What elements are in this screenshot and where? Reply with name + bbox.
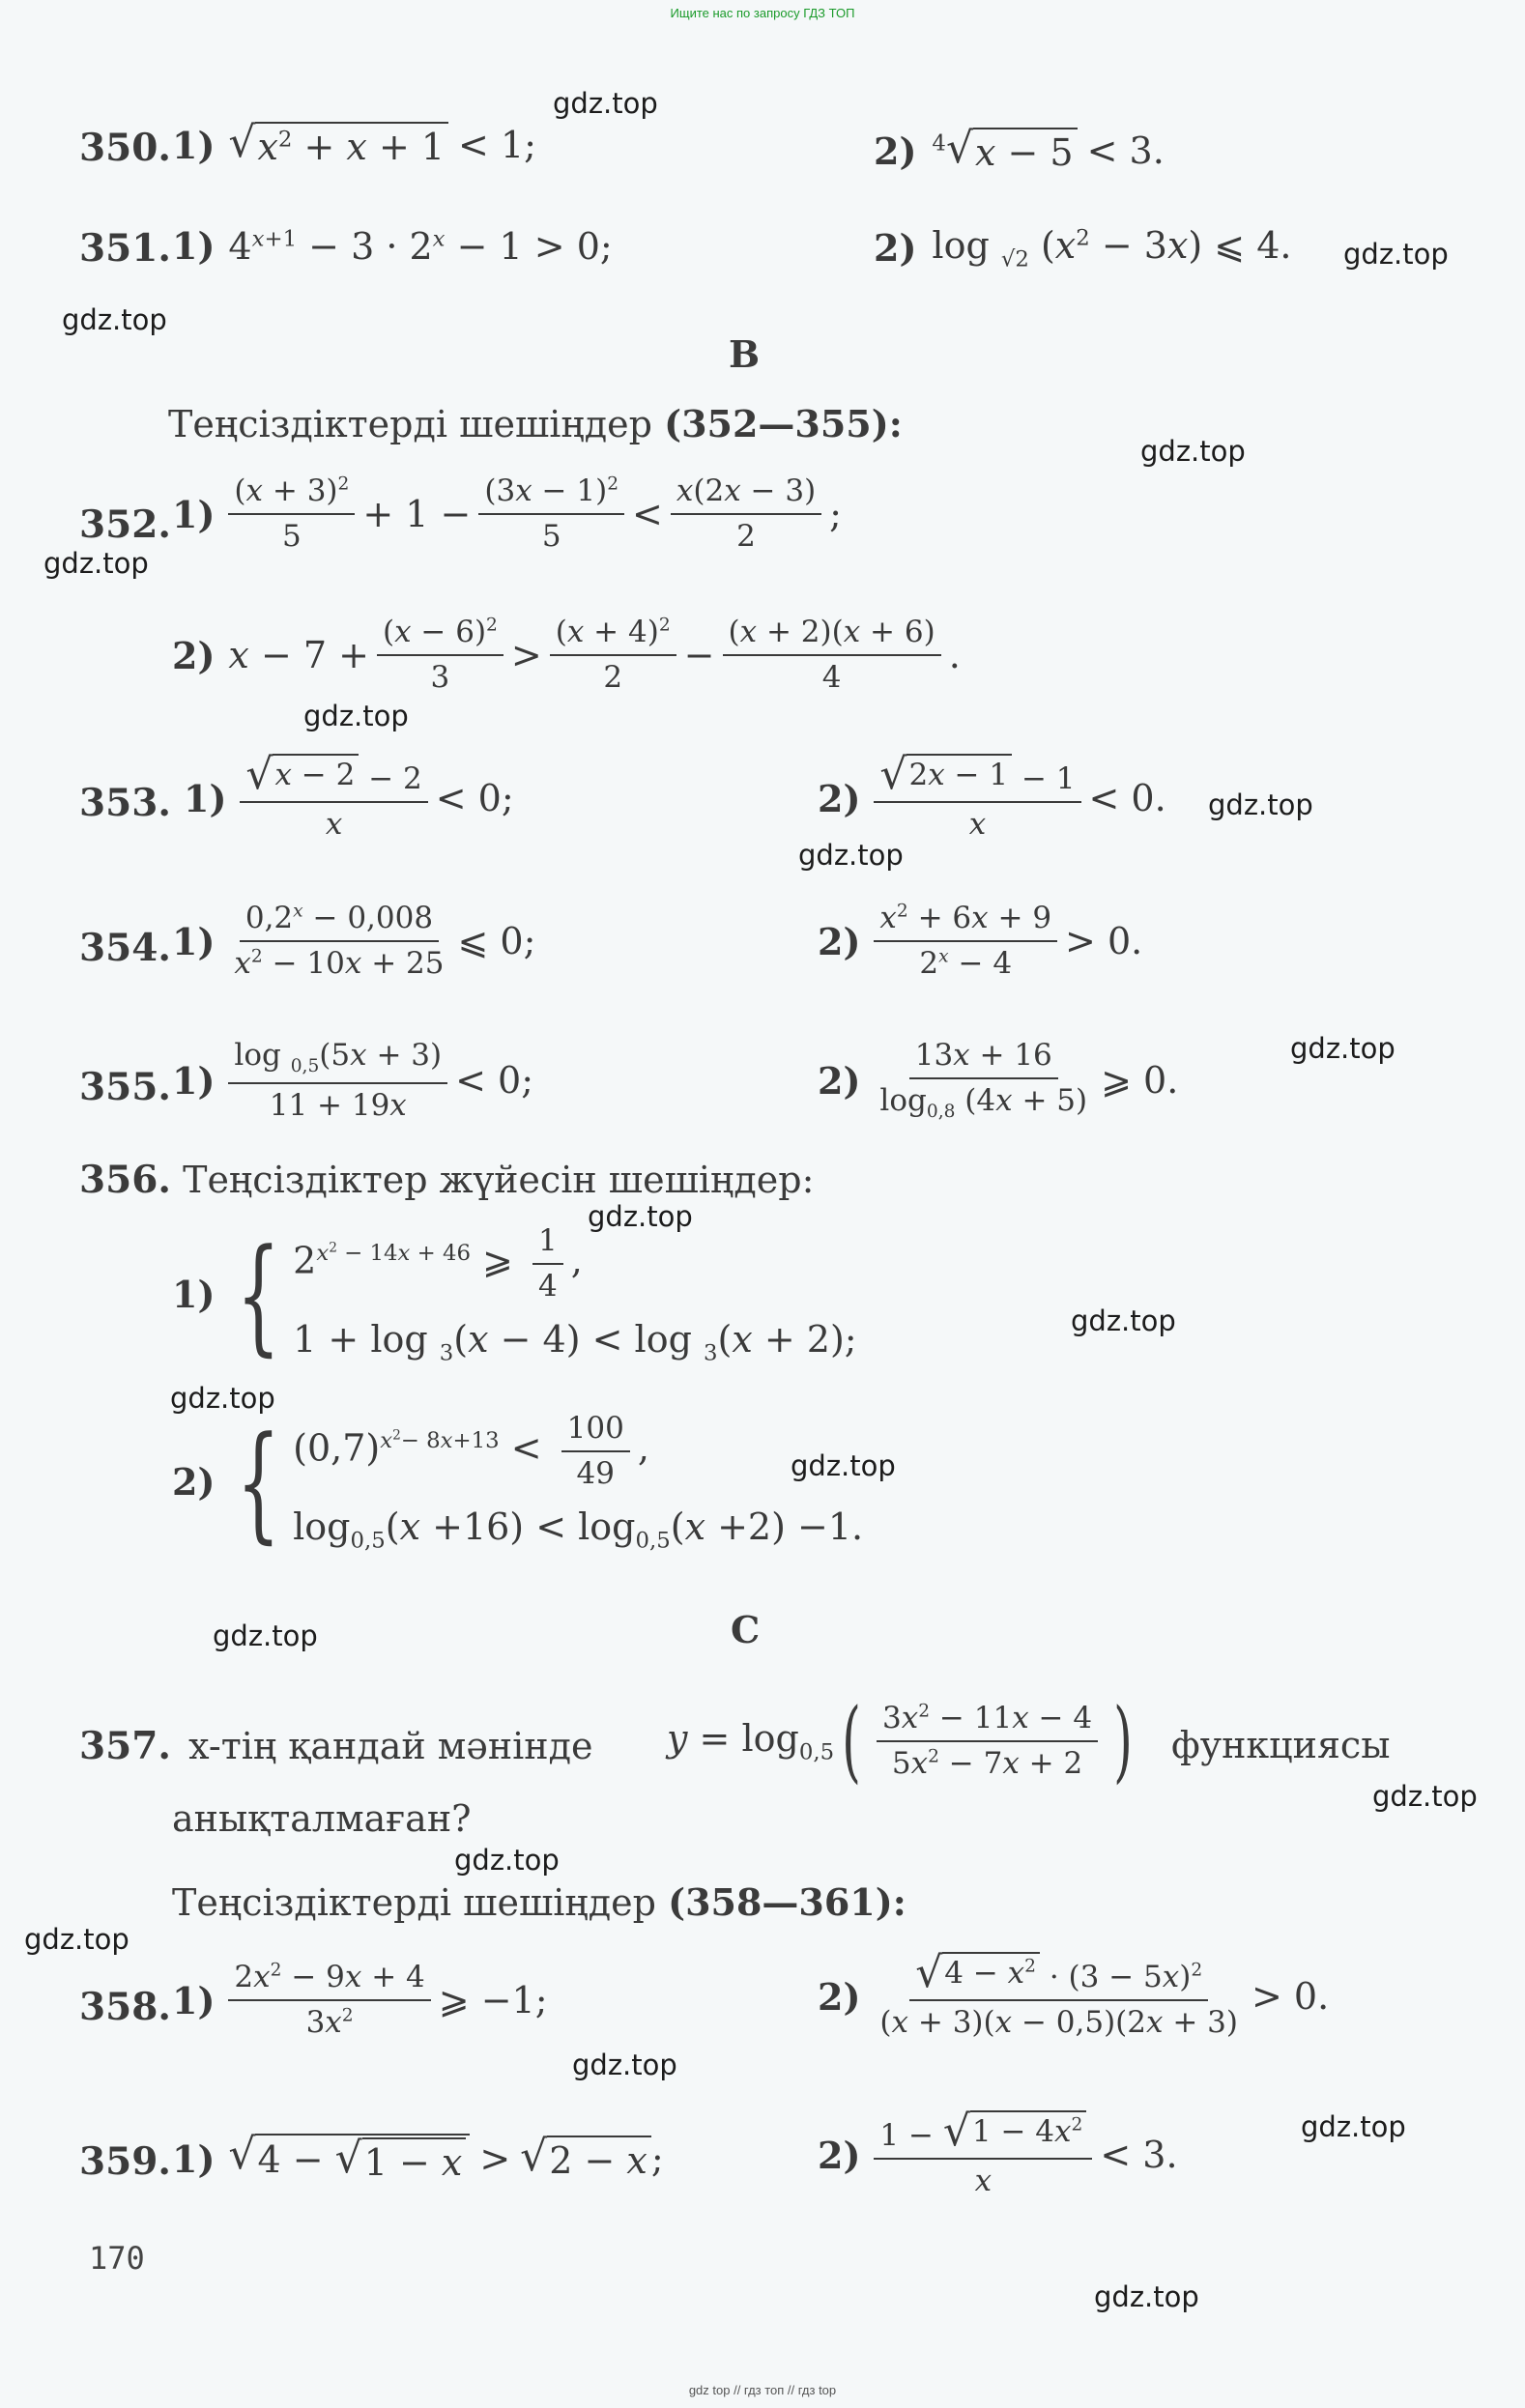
watermark: gdz.top <box>454 1844 560 1877</box>
part-label: 2) <box>818 1058 861 1103</box>
watermark: gdz.top <box>798 839 904 872</box>
problem-number: 351. <box>79 226 171 271</box>
problem-356-heading <box>79 1158 814 1202</box>
p355-part2: 2) $\frac{13x + 16}{\log_{0,8} (4x + 5)}$ ⩾ 0. <box>818 1038 1179 1123</box>
problem-number: 350. <box>79 126 171 170</box>
watermark: gdz.top <box>1290 1032 1396 1065</box>
part-label: 1) <box>172 1058 216 1103</box>
problem-357 <box>79 1724 593 1768</box>
watermark: gdz.top <box>572 2049 677 2081</box>
part-label: 1) <box>172 224 216 268</box>
section-b-instruction: Теңсіздіктерді шешіңдер (352—355): <box>168 402 903 445</box>
problem-number: 358. <box>79 1985 171 2029</box>
problem-number: 354. <box>79 926 171 970</box>
p358-part1: 1) $\frac{2x^2 - 9x + 4}{3x^2}$ ⩾ −1; <box>172 1960 548 2041</box>
p351-part1: 1) $4^{x+1} - 3 \cdot 2^x - 1 > 0$; <box>172 224 613 268</box>
p357-formula: $y = \log_{0,5}$ ( $\frac{3x^2 - 11x - 4}{5x^2 - 7x + 2}$ ) <box>667 1689 1133 1792</box>
sqrt: √ $x^2 + x + 1$ <box>228 122 448 168</box>
watermark: gdz.top <box>170 1382 275 1415</box>
part-label: 2) <box>874 226 917 271</box>
p350-part2: 2) $^4$ √ x − 5 < 3. <box>874 124 1165 174</box>
problem-number: 356. <box>79 1158 171 1202</box>
p351-part2: 2) log $_{√2}$ $(x^2 - 3x)$ ⩽ 4. <box>874 224 1292 272</box>
part-label: 2) <box>818 776 861 820</box>
problem-number: 359. <box>79 2139 171 2184</box>
bottom-banner: gdz top // гдз топ // гдз top <box>688 2383 837 2397</box>
problem-number: 352. <box>79 502 171 547</box>
watermark: gdz.top <box>588 1200 693 1233</box>
watermark: gdz.top <box>24 1923 129 1956</box>
p355-part1: 1) $\frac{\log _{0,5}(5x + 3)}{11 + 19x}$ < 0; <box>172 1038 533 1123</box>
problem-number: 357. <box>79 1724 171 1768</box>
watermark: gdz.top <box>1301 2110 1406 2143</box>
watermark: gdz.top <box>1372 1780 1478 1813</box>
watermark: gdz.top <box>791 1449 896 1482</box>
p356-part1: 1) { $2^{x^2 - 14x + 46}$ ⩾ $\frac{1}{4}$ , 1 + log $_3$(x − 4) < log $_3$(x + 2); <box>172 1220 857 1368</box>
watermark: gdz.top <box>1140 435 1246 468</box>
part-label: 1) <box>172 1978 216 2022</box>
watermark: gdz.top <box>1208 788 1313 821</box>
part-label: 2) <box>818 919 861 963</box>
p353-part1: 1) √ x − 2 − 2 x < 0; <box>184 750 514 843</box>
part-label: 2) <box>172 633 216 677</box>
p359-part1: 1) √ 4 − √ 1 − x > √ 2 − x ; <box>172 2130 664 2184</box>
p350-part1: 1) √ $x^2 + x + 1$ < 1; <box>172 118 536 168</box>
part-label: 1) <box>172 919 216 963</box>
watermark: gdz.top <box>1343 238 1449 271</box>
section-letter-b: В <box>729 332 761 376</box>
p359-part2: 2) 1 − √ $1 - 4x^2$ x < 3. <box>818 2107 1178 2199</box>
part-label: 1) <box>172 123 216 167</box>
problem-number: 355. <box>79 1065 171 1109</box>
problem-number: 353. <box>79 781 171 825</box>
problem-350 <box>79 126 171 170</box>
watermark: gdz.top <box>62 303 167 336</box>
part-label: 1) <box>172 2136 216 2181</box>
section-c-instruction: Теңсіздіктерді шешіңдер (358—361): <box>172 1880 906 1924</box>
p358-part2: 2) √ $4 - x^2$ · $(3 - 5x)^2$ (x + 3)(x − 0,5)(2x + 3) > 0. <box>818 1948 1330 2041</box>
watermark: gdz.top <box>303 700 409 732</box>
part-label: 1) <box>172 492 216 536</box>
part-label: 2) <box>818 2133 861 2177</box>
watermark: gdz.top <box>1094 2280 1199 2313</box>
watermark: gdz.top <box>1071 1304 1176 1337</box>
p352-part2: 2) x − 7 + $\frac{(x - 6)^2}{3}$ > $\frac{(x + 4)^2}{2}$ − $\frac{(x + 2)(x + 6)}{4}$ . <box>172 615 961 696</box>
page-number: 170 <box>89 2240 145 2277</box>
part-label: 1) <box>172 1273 216 1317</box>
p354-part2: 2) $\frac{x^2 + 6x + 9}{2^x - 4}$ > 0. <box>818 901 1143 982</box>
p353-part2: 2) √ 2x − 1 − 1 x < 0. <box>818 750 1166 843</box>
part-label: 2) <box>172 1460 216 1505</box>
top-banner: Ищите нас по запросу ГДЗ ТОП <box>670 6 855 20</box>
p352-part1: 1) $\frac{(x + 3)^2}{5}$ + 1 − $\frac{(3x - 1)^2}{5}$ < $\frac{x(2x - 3)}{2}$ ; <box>172 473 842 555</box>
section-letter-c: С <box>731 1608 761 1651</box>
part-label: 1) <box>184 776 227 820</box>
p356-part2: 2) { $(0,7)^{x^2- 8x+13}$ < $\frac{100}{49}$ , $\log_{0,5}(x +16) < \log_{0,5}(x +2) -1$. <box>172 1408 864 1556</box>
problem-text: анықталмаған? <box>172 1797 472 1840</box>
part-label: 2) <box>874 129 917 173</box>
watermark: gdz.top <box>43 547 149 580</box>
p354-part1: 1) $\frac{0,2^x - 0,008}{x^2 - 10x + 25}$ ⩽ 0; <box>172 901 536 982</box>
watermark: gdz.top <box>213 1620 318 1652</box>
watermark: gdz.top <box>553 87 658 120</box>
problem-text: функциясы <box>1171 1724 1391 1766</box>
part-label: 2) <box>818 1974 861 2019</box>
problem-text: x-тің қандай мәнінде <box>188 1725 593 1767</box>
problem-text: Теңсіздіктер жүйесін шешіңдер: <box>183 1159 815 1201</box>
